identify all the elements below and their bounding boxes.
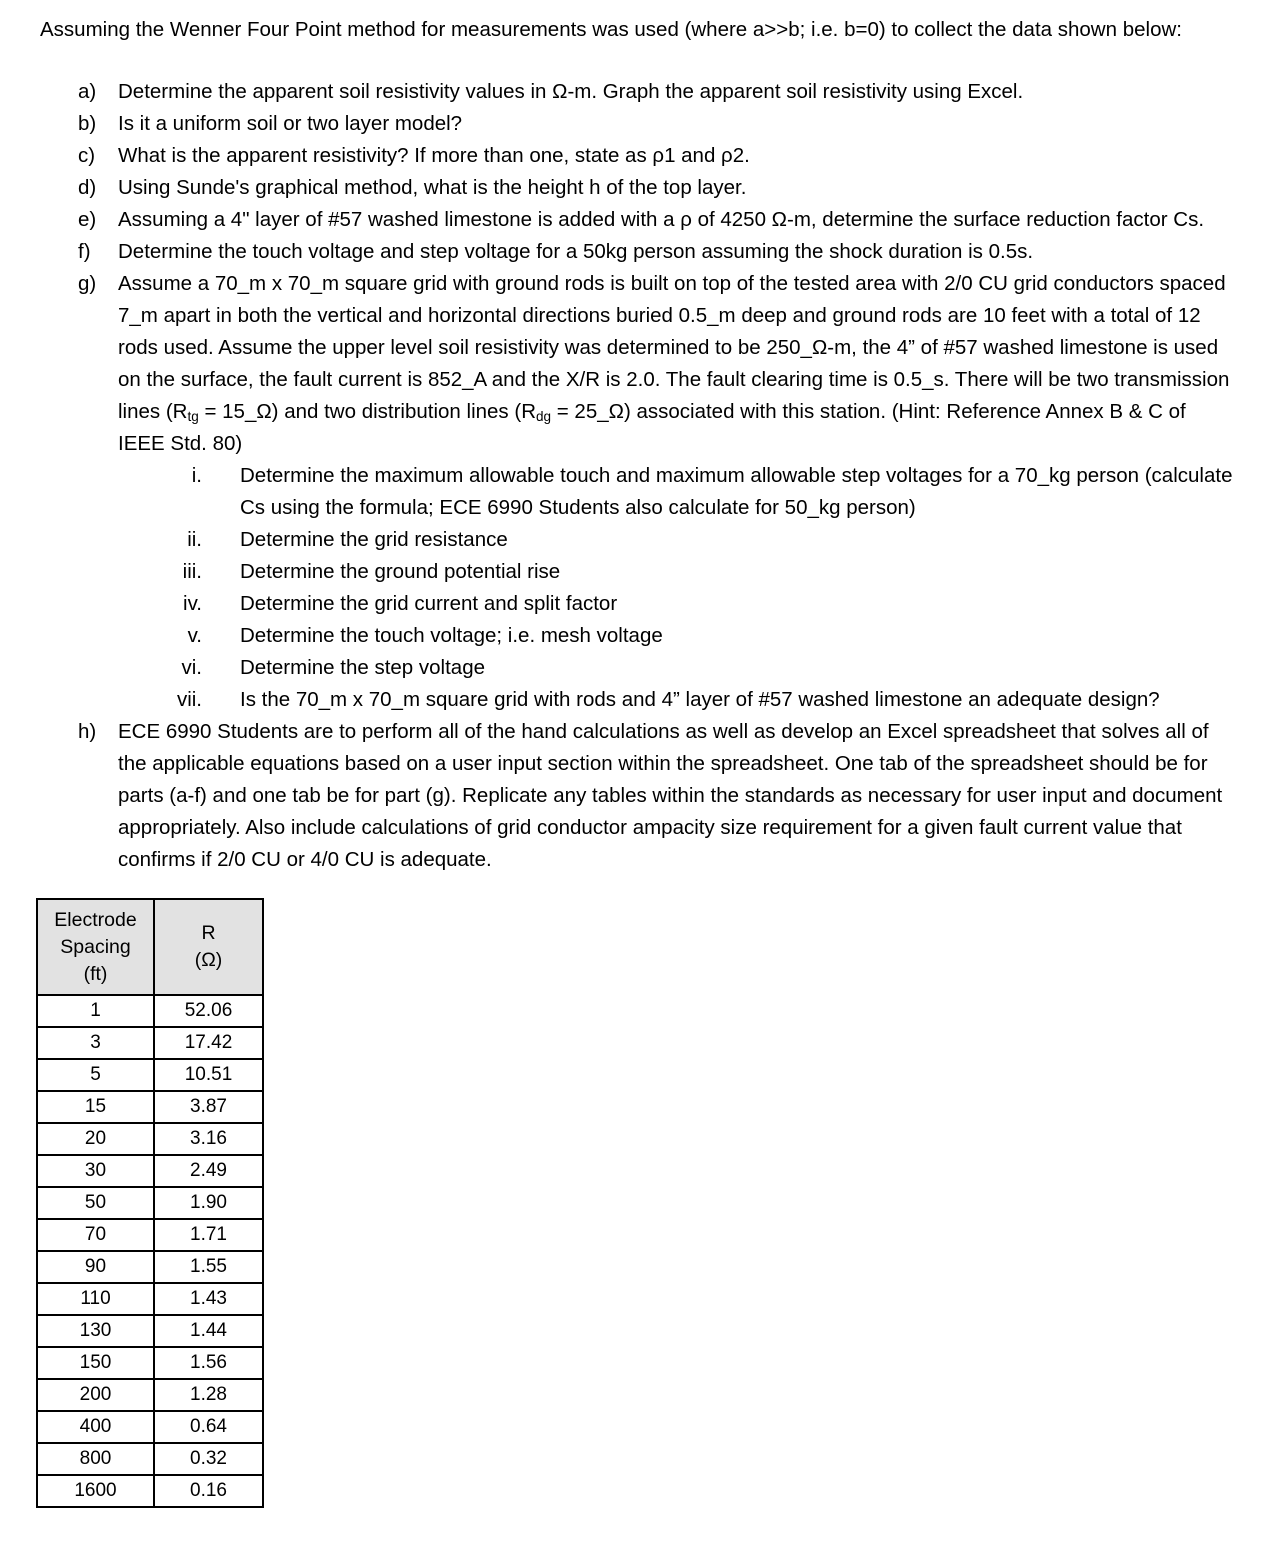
table-row	[37, 1123, 263, 1155]
table-row	[37, 1315, 263, 1347]
cell-spacing: 200	[37, 1379, 154, 1411]
table-row	[37, 1347, 263, 1379]
sub-marker-iii: iii.	[182, 560, 202, 583]
table-row	[37, 1187, 263, 1219]
table-row	[37, 1059, 263, 1091]
cell-spacing: 1600	[37, 1475, 154, 1507]
cell-resistance: 2.49	[154, 1155, 263, 1187]
sub-marker-iv: iv.	[183, 592, 202, 615]
list-text-g-part3: = 25_Ω) associated with this station. (Hint: Reference Annex B & C of IEEE Std. 80)	[118, 400, 1186, 455]
sub-marker-v: v.	[187, 624, 202, 647]
list-text-d: Using Sunde's graphical method, what is the height h of the top layer.	[118, 176, 747, 199]
cell-spacing: 30	[37, 1155, 154, 1187]
table-body	[37, 995, 263, 1507]
table-row	[37, 1411, 263, 1443]
table-row	[37, 1155, 263, 1187]
cell-resistance: 0.16	[154, 1475, 263, 1507]
header-resistance	[154, 899, 263, 995]
cell-resistance: 3.87	[154, 1091, 263, 1123]
cell-resistance: 1.55	[154, 1251, 263, 1283]
list-item-g	[40, 268, 1236, 716]
cell-spacing: 800	[37, 1443, 154, 1475]
cell-spacing: 150	[37, 1347, 154, 1379]
list-text-a: Determine the apparent soil resistivity values in Ω-m. Graph the apparent soil resistivity using Excel.	[118, 80, 1024, 103]
sub-item-ii	[118, 524, 1236, 556]
list-marker-d: d)	[78, 176, 97, 199]
list-text-f: Determine the touch voltage and step voltage for a 50kg person assuming the shock duration is 0.5s.	[118, 240, 1034, 263]
header-electrode-spacing-line1: Electrode	[54, 908, 137, 931]
list-item-b	[40, 108, 1236, 140]
sub-item-i	[118, 460, 1236, 524]
list-marker-b: b)	[78, 112, 97, 135]
cell-spacing: 110	[37, 1283, 154, 1315]
list-text-h: ECE 6990 Students are to perform all of the hand calculations as well as develop an Excel spreadsheet that solves all of the applicable equations based on a user input section within the spreadsheet. One tab of the spreadsheet should be for parts (a-f) and one tab be for part (g). Replicate any tables within the standards as necessary for user input and document appropriately. Also include calculations of grid conductor ampacity size requirement for a given fault current value that confirms if 2/0 CU or 4/0 CU is adequate.	[118, 720, 1223, 871]
sub-item-iv	[118, 588, 1236, 620]
intro-paragraph: Assuming the Wenner Four Point method for measurements was used (where a>>b; i.e. b=0) to collect the data shown below:	[40, 18, 1182, 41]
list-marker-g: g)	[78, 272, 97, 295]
roman-sub-list	[118, 460, 1236, 716]
header-electrode-spacing-line2: Spacing	[60, 935, 131, 958]
table-row	[37, 1027, 263, 1059]
sub-marker-i: i.	[191, 464, 202, 487]
list-marker-a: a)	[78, 80, 97, 103]
list-item-d	[40, 172, 1236, 204]
cell-spacing: 5	[37, 1059, 154, 1091]
list-item-e	[40, 204, 1236, 236]
list-text-g-part2: = 15_Ω) and two distribution lines (R	[198, 400, 537, 423]
cell-spacing: 400	[37, 1411, 154, 1443]
list-marker-h: h)	[78, 720, 97, 743]
cell-spacing: 3	[37, 1027, 154, 1059]
sub-text-vii: Is the 70_m x 70_m square grid with rods and 4” layer of #57 washed limestone an adequate design?	[240, 688, 1160, 711]
list-text-b: Is it a uniform soil or two layer model?	[118, 112, 463, 135]
list-marker-e: e)	[78, 208, 97, 231]
list-text-e: Assuming a 4" layer of #57 washed limestone is added with a ρ of 4250 Ω-m, determine the surface reduction factor Cs.	[118, 208, 1205, 231]
table-row	[37, 1283, 263, 1315]
sub-marker-ii: ii.	[187, 528, 202, 551]
cell-resistance: 3.16	[154, 1123, 263, 1155]
sub-item-vii	[118, 684, 1236, 716]
cell-resistance: 52.06	[154, 995, 263, 1027]
cell-spacing: 50	[37, 1187, 154, 1219]
cell-resistance: 1.90	[154, 1187, 263, 1219]
table-row	[37, 1251, 263, 1283]
cell-spacing: 20	[37, 1123, 154, 1155]
cell-spacing: 15	[37, 1091, 154, 1123]
cell-resistance: 1.28	[154, 1379, 263, 1411]
sub-text-v: Determine the touch voltage; i.e. mesh voltage	[240, 624, 663, 647]
table-header-row	[37, 899, 263, 995]
cell-spacing: 1	[37, 995, 154, 1027]
cell-resistance: 1.43	[154, 1283, 263, 1315]
list-marker-c: c)	[78, 144, 96, 167]
cell-resistance: 10.51	[154, 1059, 263, 1091]
table-row	[37, 1475, 263, 1507]
cell-resistance: 1.56	[154, 1347, 263, 1379]
table-row	[37, 1443, 263, 1475]
measurement-data-table	[36, 898, 264, 1508]
list-item-h	[40, 716, 1236, 876]
table-row	[37, 995, 263, 1027]
header-resistance-line2: (Ω)	[194, 949, 223, 971]
cell-spacing: 70	[37, 1219, 154, 1251]
header-electrode-spacing	[37, 899, 154, 995]
list-text-g-part1: Assume a 70_m x 70_m square grid with ground rods is built on top of the tested area with 2/0 CU grid conductors spaced 7_m apart in both the vertical and horizontal directions buried 0.5_m deep and ground rods are 10 feet with a total of 12 rods used. Assume the upper level soil resistivity was determined to be 250_Ω-m, the 4” of #57 washed limestone is used on the surface, the fault current is 852_A and the X/R is 2.0. The fault clearing time is 0.5_s. There will be two transmission lines (R	[118, 272, 1230, 423]
list-marker-f: f)	[78, 240, 91, 263]
lettered-question-list	[40, 76, 1236, 876]
sub-marker-vii: vii.	[176, 688, 202, 711]
cell-resistance: 1.71	[154, 1219, 263, 1251]
sub-text-iii: Determine the ground potential rise	[240, 560, 561, 583]
cell-resistance: 0.64	[154, 1411, 263, 1443]
header-resistance-line1: R	[201, 922, 216, 944]
cell-spacing: 130	[37, 1315, 154, 1347]
sub-text-ii: Determine the grid resistance	[240, 528, 508, 551]
list-item-c	[40, 140, 1236, 172]
list-text-c: What is the apparent resistivity? If more than one, state as ρ1 and ρ2.	[118, 144, 750, 167]
sub-text-i: Determine the maximum allowable touch and maximum allowable step voltages for a 70_kg person (calculate Cs using the formula; ECE 6990 Students also calculate for 50_kg person)	[240, 464, 1233, 519]
sub-marker-vi: vi.	[181, 656, 202, 679]
sub-item-iii	[118, 556, 1236, 588]
cell-resistance: 17.42	[154, 1027, 263, 1059]
cell-resistance: 0.32	[154, 1443, 263, 1475]
header-electrode-spacing-line3: (ft)	[83, 962, 108, 985]
subscript-dg: dg	[536, 408, 552, 424]
table-row	[37, 1379, 263, 1411]
table-head	[37, 899, 263, 995]
measurement-data-table-wrapper	[36, 898, 1236, 1508]
sub-text-iv: Determine the grid current and split factor	[240, 592, 618, 615]
cell-resistance: 1.44	[154, 1315, 263, 1347]
subscript-tg: tg	[187, 408, 199, 424]
table-row	[37, 1091, 263, 1123]
table-row	[37, 1219, 263, 1251]
list-item-a	[40, 76, 1236, 108]
sub-text-vi: Determine the step voltage	[240, 656, 485, 679]
sub-item-v	[118, 620, 1236, 652]
sub-item-vi	[118, 652, 1236, 684]
list-item-f	[40, 236, 1236, 268]
list-text-g	[118, 268, 1236, 460]
cell-spacing: 90	[37, 1251, 154, 1283]
